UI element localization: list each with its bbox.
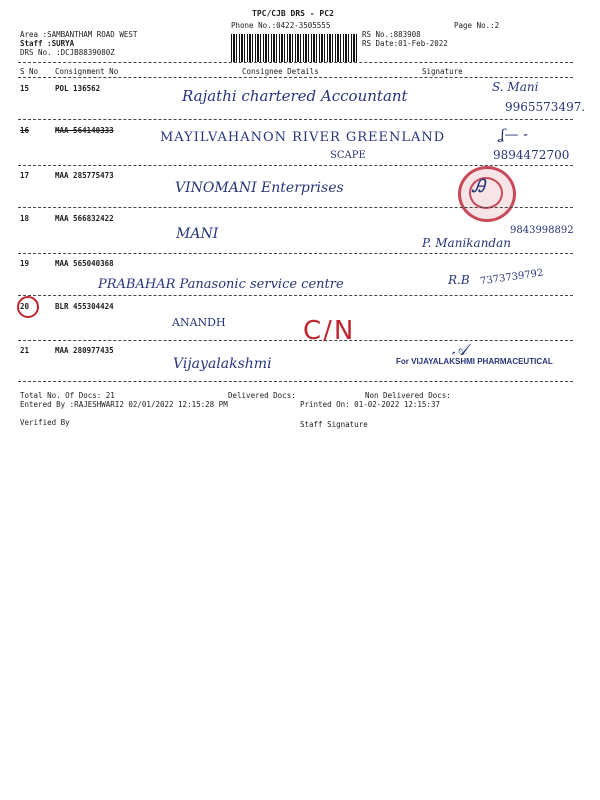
area-label: Area :SAMBANTHAM ROAD WEST — [20, 30, 138, 39]
consignee-handwriting: VINOMANI Enterprises — [175, 180, 344, 196]
consignee-handwriting: Rajathi chartered Accountant — [182, 87, 408, 105]
barcode — [231, 34, 359, 62]
col-signature: Signature — [422, 67, 463, 76]
signature-mark: ʆ— ˗ — [500, 127, 529, 143]
row-sno: 17 — [20, 171, 30, 180]
row-sno: 20 — [20, 302, 30, 311]
consignee-handwriting: ANANDH — [172, 316, 226, 329]
consignee-handwriting: MAYILVAHANON RIVER GREENLAND — [160, 130, 446, 145]
printed-on: Printed On: 01-02-2022 12:15:37 — [300, 400, 440, 409]
drs-number: DRS No. :DCJB8839080Z — [20, 48, 115, 57]
row-consignment: BLR 455304424 — [55, 302, 114, 311]
staff-signature: Staff Signature — [300, 420, 368, 429]
row-consignment: MAA 564140333 — [55, 126, 114, 135]
row-consignment: MAA 280977435 — [55, 346, 114, 355]
col-consignment: Consignment No — [55, 67, 119, 76]
signature-scribble: 𝒜 — [452, 340, 468, 359]
delivered-docs: Delivered Docs: — [228, 391, 296, 400]
signature-handwriting: R.B — [448, 273, 470, 287]
signature-handwriting: P. Manikandan — [422, 236, 511, 250]
phone-number: Phone No.:0422-3505555 — [231, 21, 331, 30]
document-title: TPC/CJB DRS - PC2 — [252, 9, 334, 18]
col-sno: S No — [20, 67, 39, 76]
page-number: Page No.:2 — [454, 21, 500, 30]
verified-by: Verified By — [20, 418, 70, 427]
cn-mark: C/N — [303, 316, 356, 346]
row-consignment: MAA 566832422 — [55, 214, 114, 223]
rs-number: RS No.:883908 — [362, 30, 421, 39]
row-sno: 19 — [20, 259, 30, 268]
row-sno: 18 — [20, 214, 30, 223]
col-consignee: Consignee Details — [242, 67, 319, 76]
company-stamp — [458, 166, 516, 222]
entered-by: Entered By :RAJESHWARI2 02/01/2022 12:15:28 PM — [20, 400, 228, 409]
consignee-handwriting: Vijayalakshmi — [173, 356, 272, 372]
consignee-handwriting-line2: SCAPE — [330, 150, 366, 161]
rs-date: RS Date:01-Feb-2022 — [362, 39, 448, 48]
row-sno: 21 — [20, 346, 30, 355]
phone-handwriting: 7373739792 — [479, 267, 545, 288]
row-sno: 15 — [20, 84, 30, 93]
company-stamp-text: For VIJAYALAKSHMI PHARMACEUTICAL — [396, 357, 553, 366]
non-delivered-docs: Non Delivered Docs: — [365, 391, 451, 400]
signature-scribble: Ꭿ — [472, 176, 486, 197]
total-docs: Total No. Of Docs: 21 — [20, 391, 115, 400]
consignee-handwriting: PRABAHAR Panasonic service centre — [98, 277, 344, 292]
phone-handwriting: 9965573497. — [505, 100, 586, 114]
staff-label: Staff :SURYA — [20, 39, 75, 48]
row-consignment: POL 136562 — [55, 84, 101, 93]
phone-handwriting: 9843998892 — [510, 225, 574, 236]
row-consignment: MAA 285775473 — [55, 171, 114, 180]
phone-handwriting: 9894472700 — [493, 148, 570, 162]
row-sno: 16 — [20, 126, 30, 135]
row-consignment: MAA 565040368 — [55, 259, 114, 268]
signature-handwriting: S. Mani — [492, 80, 539, 94]
consignee-handwriting: MANI — [176, 226, 219, 242]
